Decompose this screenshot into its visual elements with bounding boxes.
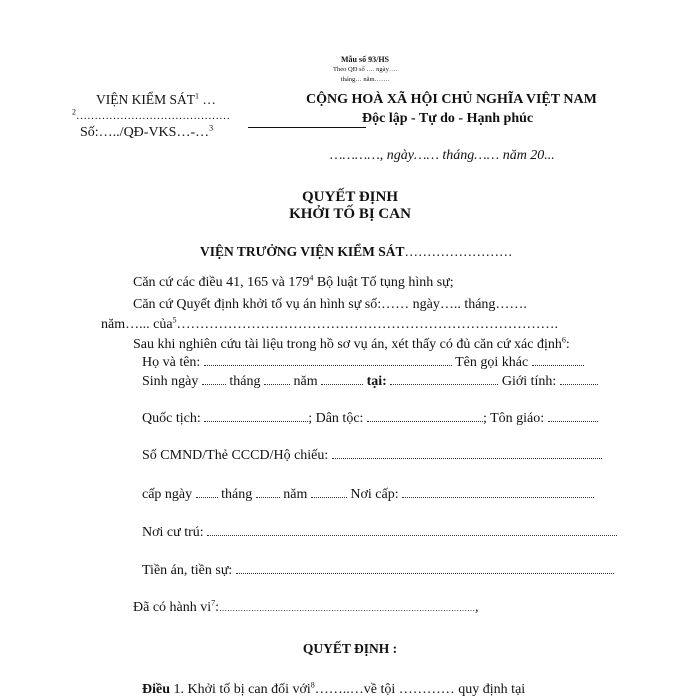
agency-suffix: … (199, 92, 216, 107)
act-colon: : (215, 600, 220, 615)
basis-line-2: Căn cứ Quyết định khởi tố vụ án hình sự số:…… ngày….. tháng……. (133, 297, 527, 312)
criminal-record-field[interactable] (236, 563, 614, 574)
row-criminal-record (142, 563, 614, 579)
footnote-ref-7: 7 (211, 598, 216, 608)
birth-day-field[interactable] (202, 374, 226, 385)
row-issued (142, 487, 594, 503)
birth-place-field[interactable] (390, 374, 498, 385)
criminal-record-label: Tiền án, tiền sự: (142, 563, 233, 578)
footnote-ref-8: 8 (310, 680, 315, 690)
form-code-line2: tháng… năm……. (340, 76, 390, 83)
agency-name (96, 92, 216, 108)
footnote-ref-3: 3 (209, 123, 214, 133)
article-1 (142, 682, 525, 698)
act-label: Đã có hành vi (133, 600, 212, 615)
doc-title: QUYẾT ĐỊNH (302, 189, 398, 205)
birth-year-field[interactable] (321, 374, 363, 385)
form-code-line1: Theo QĐ số …. ngày…. (333, 66, 397, 73)
basis-3-dots: ………………………………………………………………………. (176, 317, 559, 332)
residence-field[interactable] (207, 525, 617, 536)
authority-heading (200, 244, 513, 260)
footnote-ref-1: 1 (195, 91, 199, 101)
row-act (133, 600, 479, 616)
agency-label: VIỆN KIỂM SÁT (96, 92, 195, 107)
decision-heading: QUYẾT ĐỊNH : (302, 641, 398, 656)
issued-place-field[interactable] (402, 487, 594, 498)
row-nationality (142, 411, 598, 427)
residence-label: Nơi cư trú: (142, 525, 204, 540)
basis-4-end: : (565, 337, 570, 352)
birth-month-label: tháng (229, 374, 261, 389)
form-code (300, 55, 430, 85)
alias-label: Tên gọi khác (455, 355, 529, 370)
birth-month-field[interactable] (264, 374, 290, 385)
footnote-ref-5: 5 (172, 315, 177, 325)
article-1-label: Điều (142, 682, 170, 697)
row-id (142, 448, 602, 464)
religion-label: ; Tôn giáo: (482, 411, 545, 426)
footnote-ref-2: 2 (72, 107, 76, 117)
issued-month-field[interactable] (256, 487, 280, 498)
document-number-text: Số:…../QĐ-VKS…-… (80, 125, 210, 140)
motto: Độc lập - Tự do - Hạnh phúc (362, 111, 534, 126)
ethnicity-field[interactable] (367, 411, 483, 422)
date-line: …………, ngày…… tháng…… năm 20... (330, 148, 555, 163)
birth-day-label: Sinh ngày (142, 374, 199, 389)
document-number (80, 125, 213, 141)
basis-line-3 (101, 317, 558, 333)
article-1-text: 1. Khởi tố bị can đối với (170, 682, 311, 697)
basis-line-4 (133, 337, 570, 353)
basis-3-text: năm…... của (101, 317, 173, 332)
authority-label: VIỆN TRƯỞNG VIỆN KIỂM SÁT (200, 244, 405, 259)
basis-line-1 (133, 275, 454, 291)
act-end: , (475, 600, 479, 615)
basis-1-end: Bộ luật Tố tụng hình sự; (313, 275, 454, 290)
article-1-rest: ……..…về tội ………… quy định tại (314, 682, 526, 697)
basis-4-text: Sau khi nghiên cứu tài liệu trong hồ sơ vụ án, xét thấy có đủ căn cứ xác định (133, 337, 562, 352)
doc-subtitle: KHỞI TỐ BỊ CAN (289, 206, 411, 222)
form-code-label: Mẫu số 93/HS (340, 55, 389, 64)
row-residence (142, 525, 617, 541)
id-doc-label: Số CMND/Thẻ CCCD/Hộ chiếu: (142, 448, 329, 463)
sub-agency-line (72, 107, 230, 122)
religion-field[interactable] (548, 411, 598, 422)
row-birth (142, 374, 598, 390)
footnote-ref-6: 6 (561, 335, 566, 345)
issued-day-field[interactable] (196, 487, 218, 498)
authority-dots: …………………… (404, 244, 513, 259)
birth-place-label: tại: (366, 374, 387, 389)
issued-year-field[interactable] (311, 487, 347, 498)
ethnicity-label: ; Dân tộc: (308, 411, 364, 426)
nationality-label: Quốc tịch: (142, 411, 201, 426)
row-name (142, 355, 584, 371)
basis-1-text: Căn cứ các điều 41, 165 và 179 (133, 275, 310, 290)
issued-month-label: tháng (221, 487, 253, 502)
motto-underline (248, 127, 366, 128)
full-name-label: Họ và tên: (142, 355, 201, 370)
act-dots: …………………………………………………………………………………… (219, 604, 476, 613)
nationality-field[interactable] (204, 411, 308, 422)
issued-day-label: cấp ngày (142, 487, 193, 502)
gender-label: Giới tính: (501, 374, 557, 389)
birth-year-label: năm (293, 374, 318, 389)
issued-year-label: năm (283, 487, 308, 502)
nation-title: CỘNG HOÀ XÃ HỘI CHỦ NGHĨA VIỆT NAM (306, 92, 597, 107)
sub-agency-dots: …………………………………… (76, 110, 230, 122)
full-name-field[interactable] (204, 355, 452, 366)
alias-field[interactable] (532, 355, 584, 366)
issued-place-label: Nơi cấp: (350, 487, 399, 502)
gender-field[interactable] (560, 374, 598, 385)
footnote-ref-4: 4 (309, 273, 314, 283)
id-doc-field[interactable] (332, 448, 602, 459)
